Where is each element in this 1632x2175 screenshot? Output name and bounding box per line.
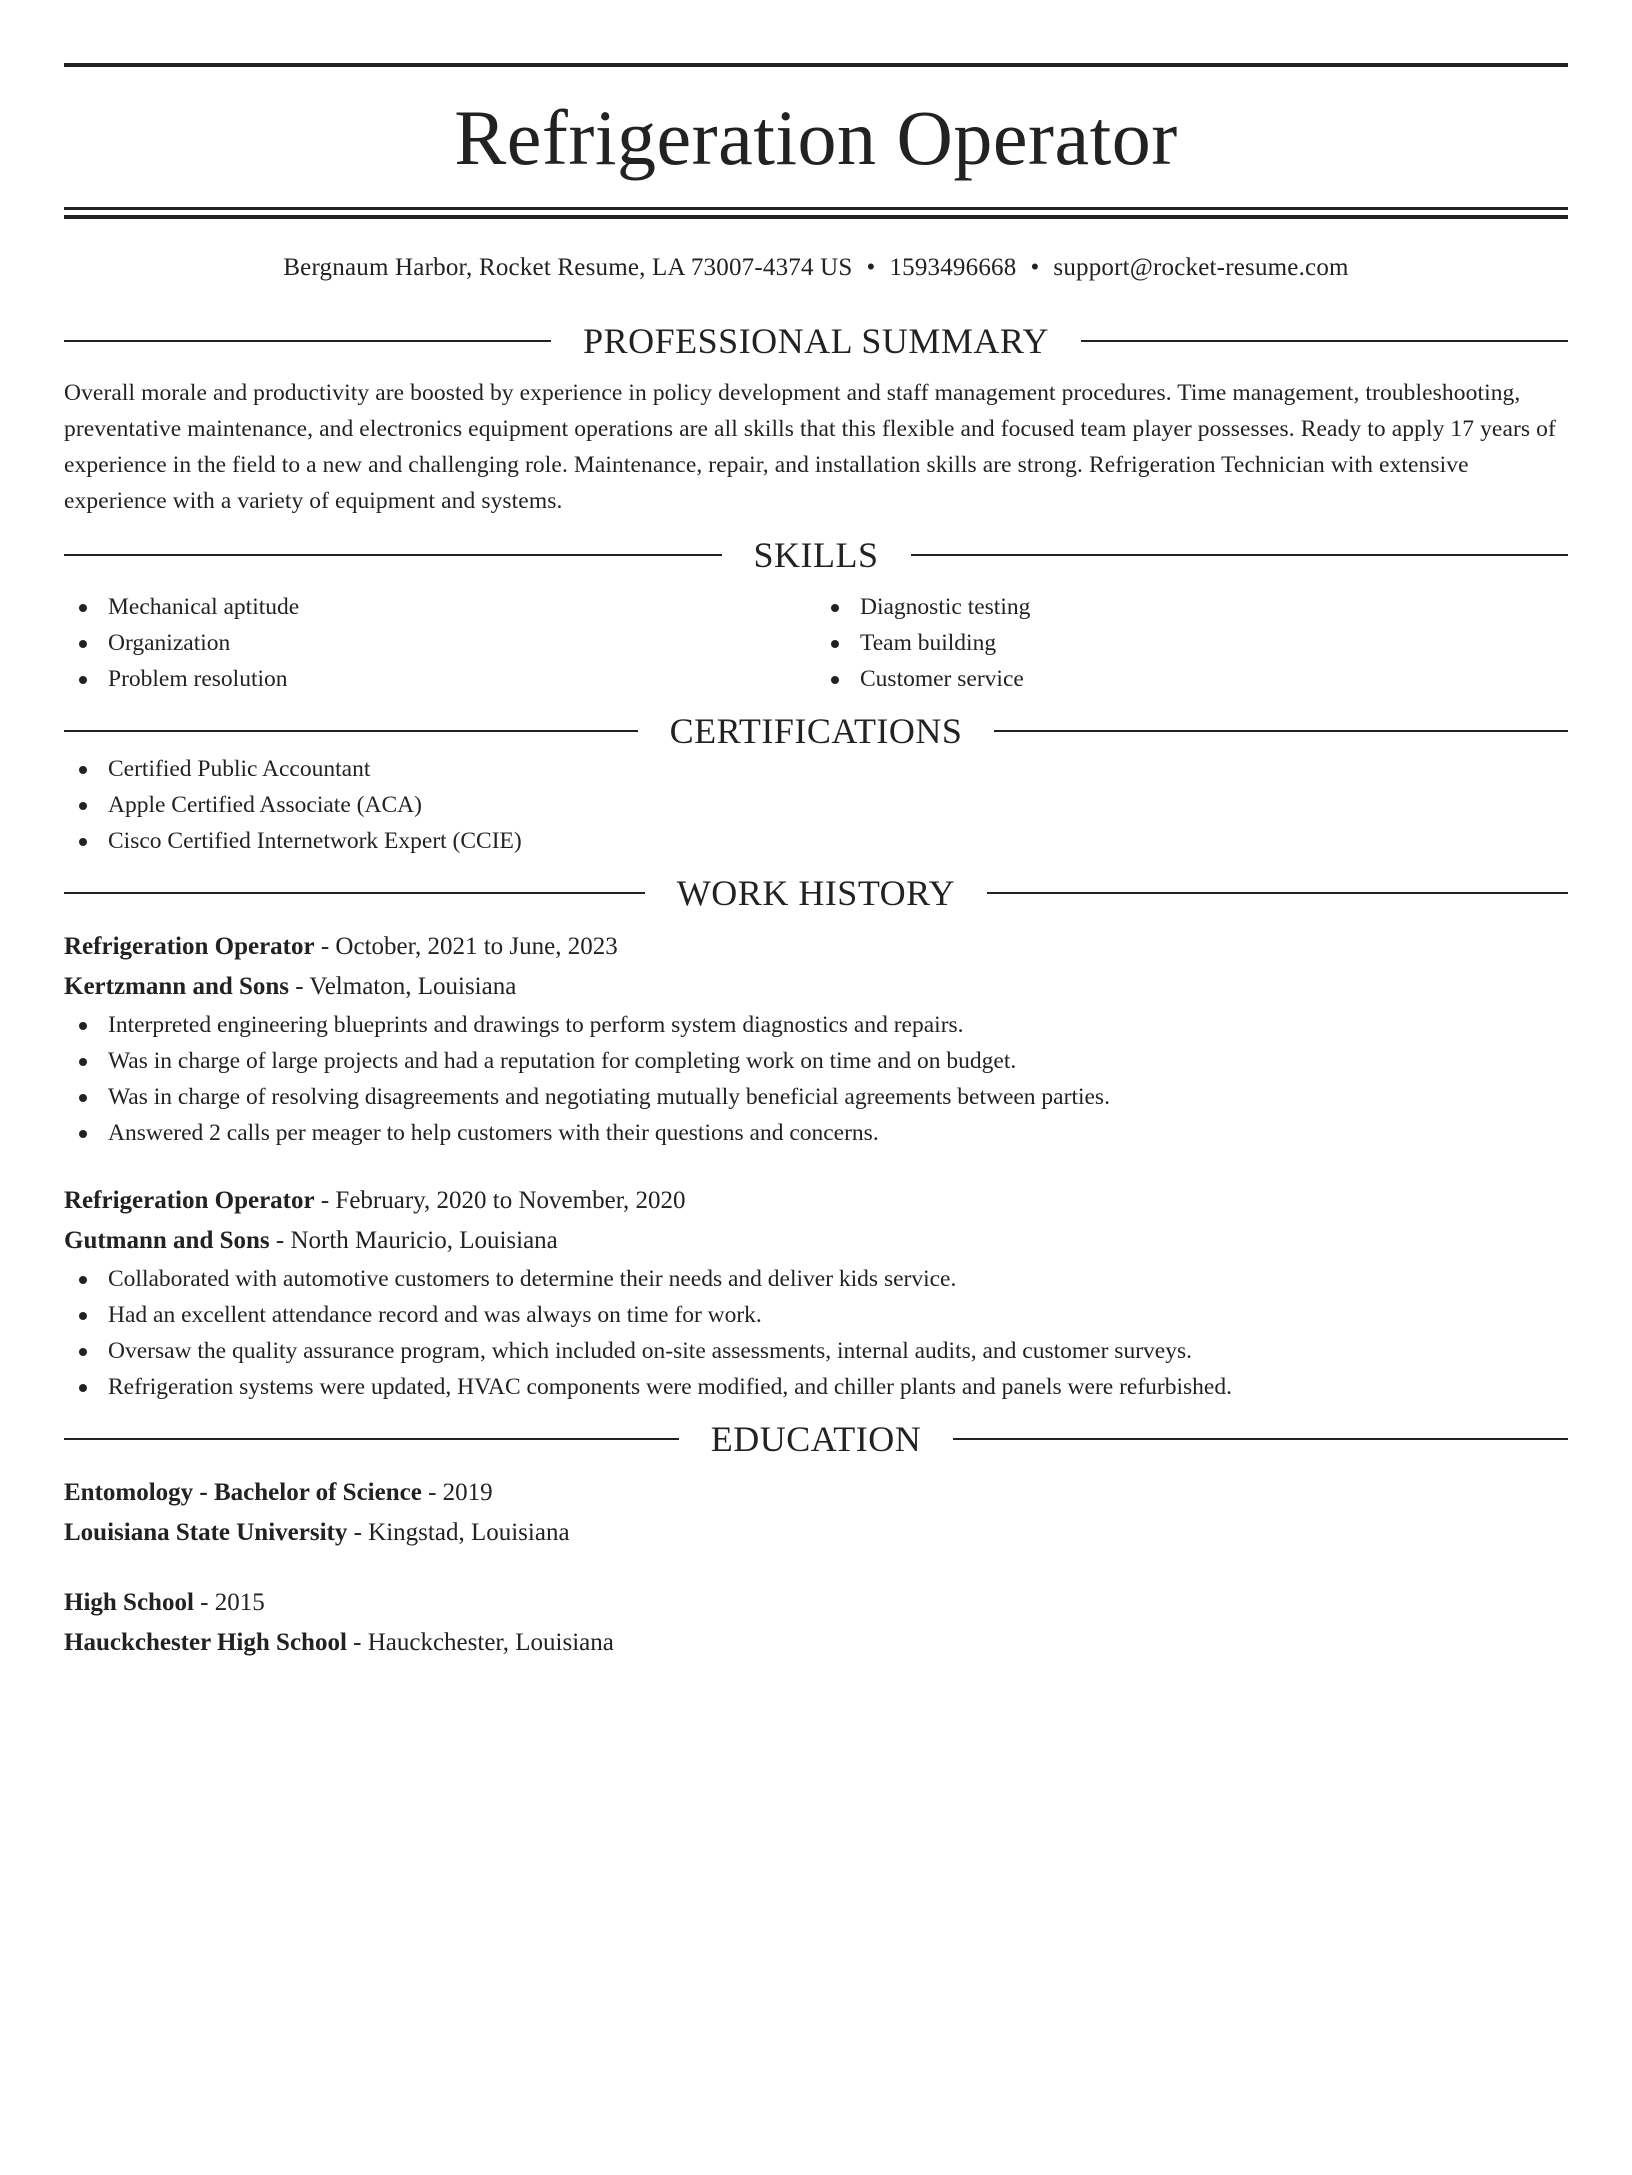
heading-rule-left <box>64 730 638 732</box>
resume-page <box>0 63 1632 2175</box>
job-location: - North Mauricio, Louisiana <box>269 1227 558 1254</box>
certification-label: Certified Public Accountant <box>108 756 371 782</box>
candidate-name: Refrigeration Operator <box>454 94 1178 181</box>
job-dates: - February, 2020 to November, 2020 <box>314 1187 686 1214</box>
contact-separator: • <box>1030 254 1040 281</box>
job-company: Kertzmann and Sons <box>64 973 290 1000</box>
job-duty-item <box>64 1369 1568 1405</box>
certification-item <box>64 751 1568 787</box>
bullet-icon <box>79 838 87 846</box>
contact-email: support@rocket-resume.com <box>1053 254 1349 281</box>
bullet-icon <box>831 640 839 648</box>
skills-list <box>64 589 1568 697</box>
job-title: Refrigeration Operator <box>64 1187 315 1214</box>
skill-label: Mechanical aptitude <box>108 594 300 620</box>
contact-phone: 1593496668 <box>889 254 1017 281</box>
education-degree: High School <box>64 1589 194 1616</box>
job-dates: - October, 2021 to June, 2023 <box>314 933 618 960</box>
education-degree-line <box>64 1583 1568 1623</box>
skill-label: Diagnostic testing <box>860 594 1031 620</box>
bullet-icon <box>79 1130 87 1138</box>
job-duty-item <box>64 1007 1568 1043</box>
heading-rule-left <box>64 554 722 556</box>
summary-heading <box>64 321 1568 361</box>
job-duty-item <box>64 1115 1568 1151</box>
education-degree-line <box>64 1473 1568 1513</box>
skill-item <box>816 589 1568 625</box>
skill-item <box>64 625 816 661</box>
job-location: - Velmaton, Louisiana <box>289 973 517 1000</box>
heading-rule-right <box>994 730 1568 732</box>
job-duty-text: Collaborated with automotive customers to determine their needs and deliver kids service. <box>108 1266 957 1292</box>
skills-heading <box>64 535 1568 575</box>
bullet-icon <box>79 604 87 612</box>
job-duty-item <box>64 1043 1568 1079</box>
skills-heading-title: SKILLS <box>753 535 879 575</box>
education-school-line <box>64 1513 1568 1553</box>
summary-text: Overall morale and productivity are boosted by experience in policy development and staff management procedures. Time management, troubleshooting, preventative maintenance, and electronics equipment operations are all skills that this flexible and focused team player possesses. Ready to apply 17 years of experience in the field to a new and challenging role. Maintenance, repair, and installation skills are strong. Refrigeration Technician with extensive experience with a variety of equipment and systems. <box>64 380 1556 514</box>
certification-label: Apple Certified Associate (ACA) <box>108 792 422 818</box>
skill-label: Problem resolution <box>108 666 288 692</box>
certification-item <box>64 823 1568 859</box>
bullet-icon <box>79 1022 87 1030</box>
bullet-icon <box>79 1348 87 1356</box>
certifications-list <box>64 751 1568 859</box>
heading-rule-left <box>64 1438 679 1440</box>
education-school: Hauckchester High School <box>64 1629 347 1656</box>
job-duty-text: Had an excellent attendance record and was always on time for work. <box>108 1302 762 1328</box>
heading-rule-right <box>987 892 1568 894</box>
education-degree: Entomology - Bachelor of Science <box>64 1479 422 1506</box>
bullet-icon <box>831 604 839 612</box>
double-rule <box>64 207 1568 219</box>
heading-rule-right <box>1081 340 1568 342</box>
skill-label: Organization <box>108 630 231 656</box>
heading-rule-left <box>64 892 645 894</box>
summary-heading-title: PROFESSIONAL SUMMARY <box>583 321 1049 361</box>
bullet-icon <box>79 1094 87 1102</box>
bullet-icon <box>79 1384 87 1392</box>
education-location: - Kingstad, Louisiana <box>347 1519 570 1546</box>
certifications-heading-title: CERTIFICATIONS <box>669 711 963 751</box>
job-duty-item <box>64 1333 1568 1369</box>
education-entry <box>64 1583 1568 1663</box>
education-location: - Hauckchester, Louisiana <box>346 1629 614 1656</box>
job-duties-list <box>64 1261 1568 1405</box>
certifications-heading <box>64 711 1568 751</box>
job-title-line <box>64 1181 1568 1221</box>
job-duty-text: Interpreted engineering blueprints and drawings to perform system diagnostics and repairs. <box>108 1012 964 1038</box>
top-rule <box>64 63 1568 67</box>
education-school: Louisiana State University <box>64 1519 348 1546</box>
contact-separator: • <box>866 254 876 281</box>
education-heading-title: EDUCATION <box>710 1419 922 1459</box>
education-heading <box>64 1419 1568 1459</box>
bullet-icon <box>79 676 87 684</box>
job-duties-list <box>64 1007 1568 1151</box>
skill-item <box>816 661 1568 697</box>
skills-column-left <box>64 589 816 697</box>
bullet-icon <box>79 802 87 810</box>
contact-line <box>64 253 1568 283</box>
job-entry <box>64 927 1568 1151</box>
job-duty-text: Was in charge of resolving disagreements and negotiating mutually beneficial agreements between parties. <box>108 1084 1110 1110</box>
job-title-line <box>64 927 1568 967</box>
certification-label: Cisco Certified Internetwork Expert (CCIE) <box>108 828 522 854</box>
skill-item <box>64 589 816 625</box>
skill-label: Customer service <box>860 666 1024 692</box>
bullet-icon <box>79 766 87 774</box>
bullet-icon <box>79 640 87 648</box>
contact-address: Bergnaum Harbor, Rocket Resume, LA 73007-4374 US <box>283 254 853 281</box>
skills-column-right <box>816 589 1568 697</box>
heading-rule-right <box>953 1438 1568 1440</box>
skill-item <box>816 625 1568 661</box>
skill-label: Team building <box>860 630 997 656</box>
job-company-line <box>64 1221 1568 1261</box>
education-entry <box>64 1473 1568 1553</box>
job-duty-item <box>64 1079 1568 1115</box>
work-history-heading <box>64 873 1568 913</box>
job-company-line <box>64 967 1568 1007</box>
job-duty-text: Refrigeration systems were updated, HVAC components were modified, and chiller plants and panels were refurbished. <box>108 1374 1232 1400</box>
education-year: - 2019 <box>421 1479 493 1506</box>
education-year: - 2015 <box>193 1589 265 1616</box>
certification-item <box>64 787 1568 823</box>
job-entry <box>64 1181 1568 1405</box>
job-duty-item <box>64 1297 1568 1333</box>
job-company: Gutmann and Sons <box>64 1227 270 1254</box>
heading-rule-left <box>64 340 551 342</box>
job-duty-text: Answered 2 calls per meager to help customers with their questions and concerns. <box>108 1120 879 1146</box>
heading-rule-right <box>911 554 1569 556</box>
job-title: Refrigeration Operator <box>64 933 315 960</box>
bullet-icon <box>79 1276 87 1284</box>
job-duty-text: Oversaw the quality assurance program, which included on-site assessments, internal audits, and customer surveys. <box>108 1338 1192 1364</box>
job-duty-text: Was in charge of large projects and had a reputation for completing work on time and on budget. <box>108 1048 1017 1074</box>
bullet-icon <box>79 1058 87 1066</box>
skill-item <box>64 661 816 697</box>
job-duty-item <box>64 1261 1568 1297</box>
bullet-icon <box>79 1312 87 1320</box>
work-history-heading-title: WORK HISTORY <box>676 873 956 913</box>
bullet-icon <box>831 676 839 684</box>
education-school-line <box>64 1623 1568 1663</box>
